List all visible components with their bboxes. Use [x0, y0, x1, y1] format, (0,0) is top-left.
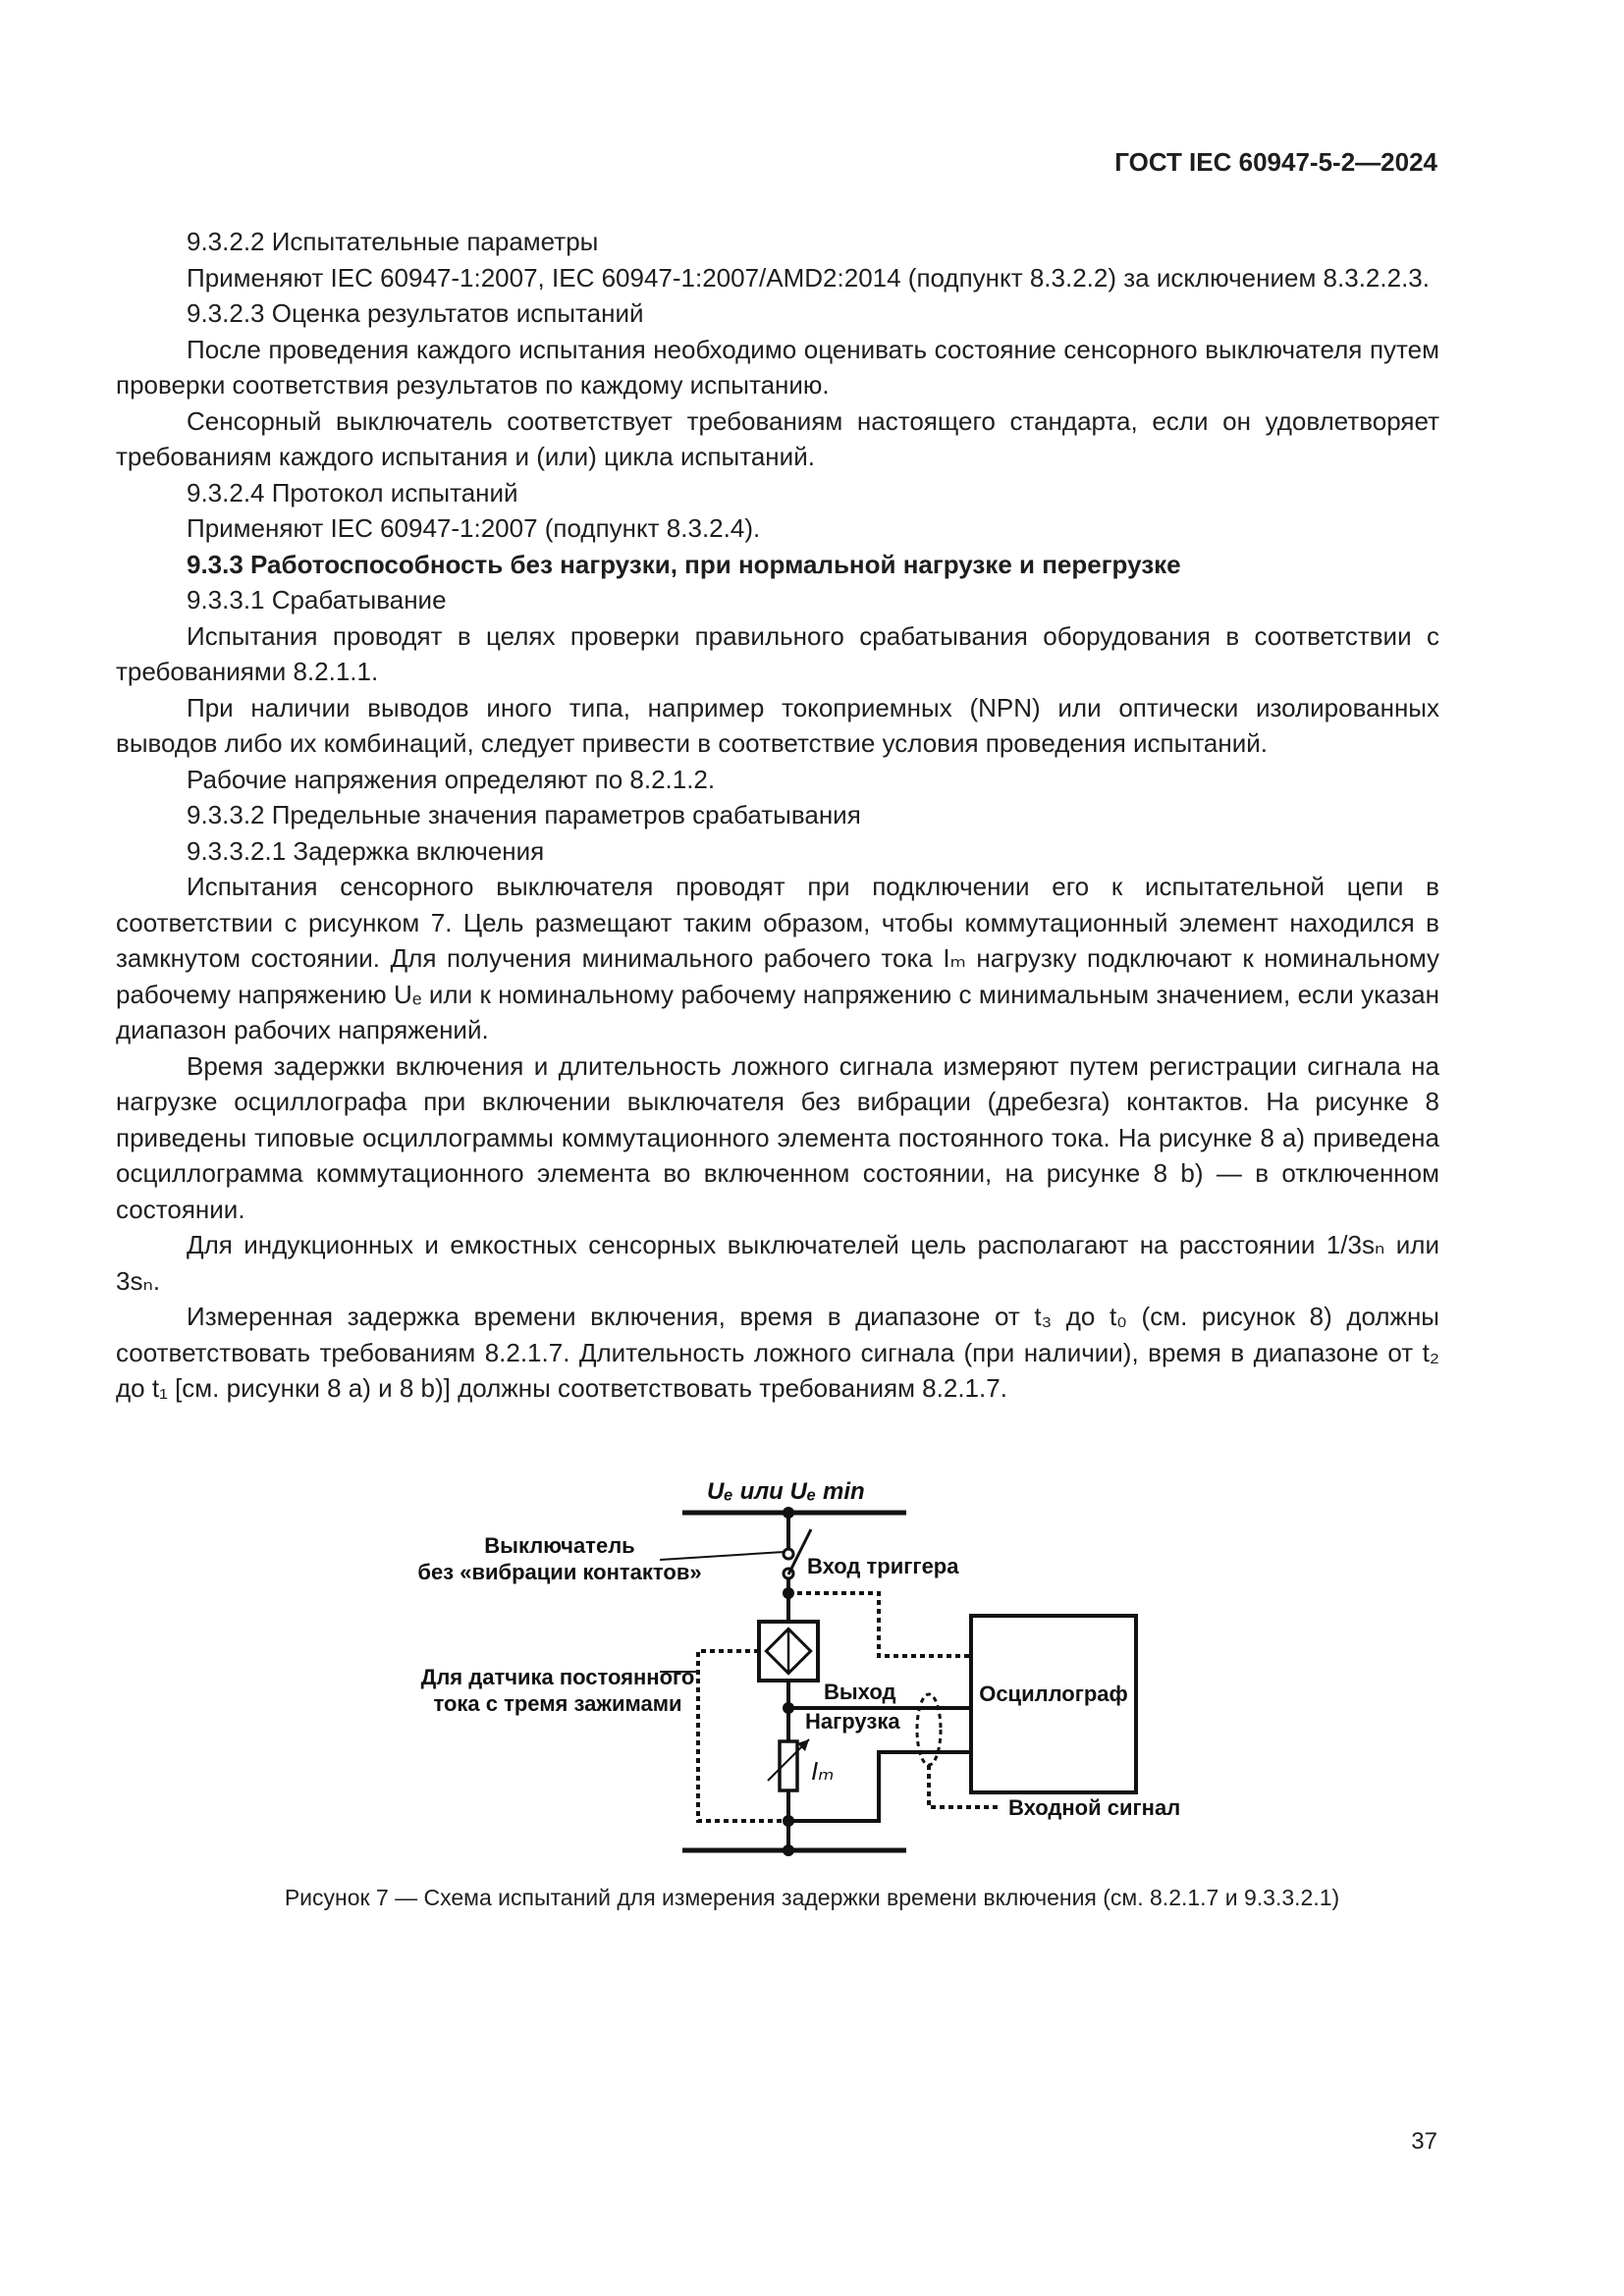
sensor-label-line2: тока с тремя зажимами [433, 1691, 682, 1716]
paragraph: 9.3.3.2.1 Задержка включения [187, 835, 545, 866]
paragraph: Сенсорный выключатель соответствует требованиям настоящего стандарта, если он удовлетворяет требованиям каждого испытания и (или) цикла испытаний. [116, 405, 1439, 471]
paragraph: 9.3.3.2 Предельные значения параметров срабатывания [187, 800, 861, 829]
paragraph: Применяют IEC 60947-1:2007 (подпункт 8.3.2.4). [187, 513, 761, 543]
paragraph: Рабочие напряжения определяют по 8.2.1.2. [187, 764, 716, 794]
paragraph: Испытания сенсорного выключателя проводят при подключении его к испытательной цепи в соответствии с рисунком 7. Цель размещают таким образом, чтобы коммутационный элемент находился в замкнутом состоянии. Для получения минимального рабочего тока Iₘ нагрузку подключают к номинальному рабочему напряжению Uₑ или к номинальному рабочему напряжению с минимальным значением, если указан диапазон рабочих напряжений. [116, 872, 1439, 1044]
paragraph: Измеренная задержка времени включения, время в диапазоне от t₃ до t₀ (см. рисунок 8) должны соответствовать требованиям 8.2.1.7. Длительность ложного сигнала (при наличии), время в диапазоне от t₂ до t₁ [см. рисунки 8 a) и 8 b)] должны соответствовать требованиям 8.2.1.7. [116, 1302, 1439, 1403]
paragraph: Применяют IEC 60947-1:2007, IEC 60947-1:2007/AMD2:2014 (подпункт 8.3.2.2) за исключением 8.3.2.2.3. [187, 262, 1430, 293]
section-heading: 9.3.3 Работоспособность без нагрузки, при нормальной нагрузке и перегрузке [187, 549, 1181, 579]
document-id-header: ГОСТ IEC 60947-5-2—2024 [1114, 147, 1437, 177]
switch-label-line1: Выключатель [484, 1533, 635, 1558]
paragraph: 9.3.2.2 Испытательные параметры [187, 227, 599, 256]
paragraph: 9.3.3.1 Срабатывание [187, 585, 447, 614]
figure-caption: Рисунок 7 — Схема испытаний для измерения задержки времени включения (см. 8.2.1.7 и 9.3.3.2.1) [284, 1885, 1340, 1910]
page-number: 37 [1411, 2128, 1437, 2155]
trigger-label: Вход триггера [807, 1554, 959, 1578]
current-label: Iₘ [811, 1756, 835, 1786]
probe-loop [917, 1694, 941, 1765]
paragraph: Испытания проводят в целях проверки правильного срабатывания оборудования в соответствии с требованиями 8.2.1.1. [116, 620, 1439, 686]
paragraph: 9.3.2.3 Оценка результатов испытаний [187, 298, 644, 328]
paragraph: 9.3.2.4 Протокол испытаний [187, 477, 518, 507]
paragraph: После проведения каждого испытания необходимо оценивать состояние сенсорного выключателя путем проверки соответствия результатов по каждому испытанию. [116, 334, 1439, 400]
paragraph: Время задержки включения и длительность ложного сигнала измеряют путем регистрации сигнала на нагрузке осциллографа при включении выключателя без вибрации (дребезга) контактов. На рисунке 8 приведены типовые осциллограммы коммутационного элемента постоянного тока. На рисунке 8 a) приведена осциллограмма коммутационного элемента во включенном состоянии, на рисунке 8 b) — в отключенном состоянии. [116, 1050, 1439, 1224]
paragraph: Для индукционных и емкостных сенсорных выключателей цель располагают на расстоянии 1/3sₙ или 3sₙ. [116, 1230, 1439, 1296]
paragraph: При наличии выводов иного типа, например токоприемных (NPN) или оптически изолированных выводов либо их комбинаций, следует привести в соответствие условия проведения испытаний. [116, 692, 1439, 758]
output-label: Выход [824, 1680, 896, 1704]
switch-contact-top [784, 1549, 793, 1559]
sensor-label-line1: Для датчика постоянного [420, 1665, 695, 1689]
oscilloscope-label: Осциллограф [979, 1682, 1128, 1706]
supply-label: Uₑ или Uₑ min [707, 1478, 865, 1505]
load-label: Нагрузка [805, 1709, 900, 1734]
switch-label-line2: без «вибрации контактов» [417, 1560, 702, 1584]
input-signal-label: Входной сигнал [1008, 1795, 1181, 1820]
